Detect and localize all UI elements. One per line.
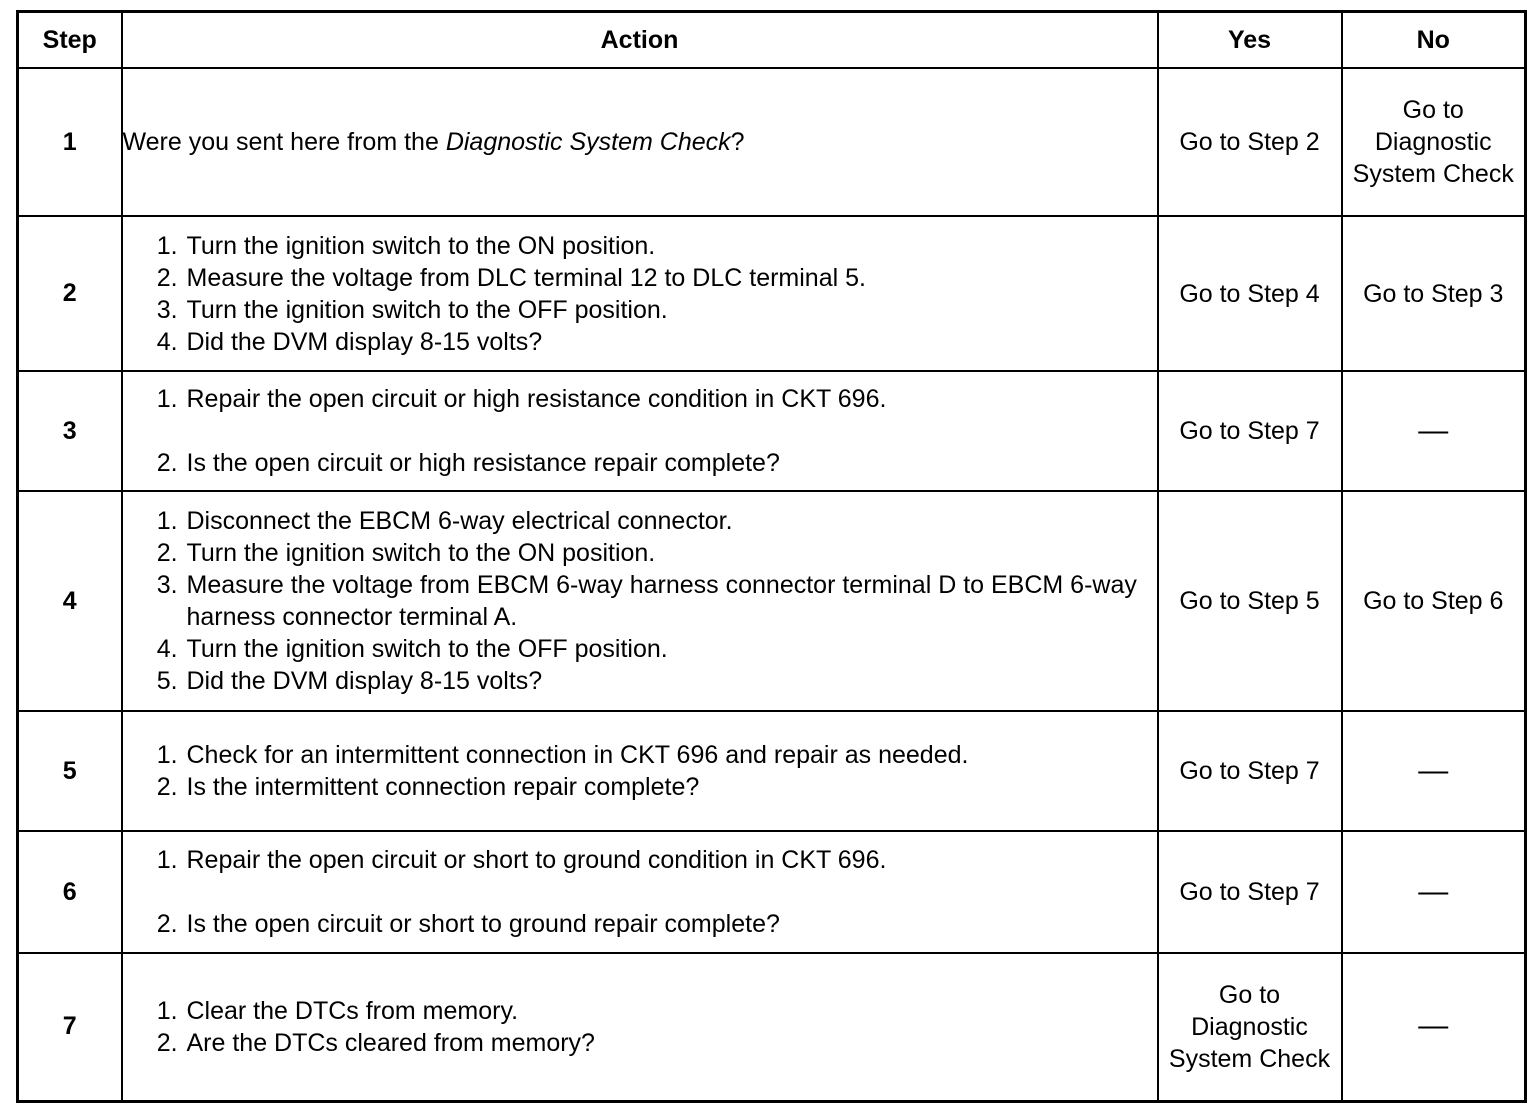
action-item: 2. Turn the ignition switch to the ON position. [185,537,1157,569]
yes-cell: Go to Step 4 [1158,216,1342,371]
step-number: 4 [18,491,122,711]
action-item: 2. Is the open circuit or short to ground repair complete? [185,908,1157,940]
action-cell [122,953,1158,1101]
action-item: 2. Is the open circuit or high resistance repair complete? [185,447,1157,479]
step-number: 2 [18,216,122,371]
dash-mark: — [1418,874,1449,908]
no-cell: Go to Diagnostic System Check [1342,68,1526,216]
table-row [18,371,1526,491]
no-cell [1342,953,1526,1101]
action-cell [122,711,1158,831]
no-cell: Go to Step 6 [1342,491,1526,711]
action-item: 1. Check for an intermittent connection in CKT 696 and repair as needed. [185,739,1157,771]
action-list [123,995,1157,1059]
header-step: Step [18,12,122,69]
yes-cell: Go to Step 5 [1158,491,1342,711]
yes-cell: Go to Step 7 [1158,831,1342,953]
action-text-suffix: ? [730,128,745,156]
action-list [123,505,1157,697]
action-item: 1. Clear the DTCs from memory. [185,995,1157,1027]
action-item: 2. Are the DTCs cleared from memory? [185,1027,1157,1059]
table-row [18,711,1526,831]
step-number: 5 [18,711,122,831]
no-cell: Go to Step 3 [1342,216,1526,371]
action-list [123,230,1157,358]
no-cell [1342,711,1526,831]
table-row [18,953,1526,1101]
step-number: 3 [18,371,122,491]
action-item: 1. Disconnect the EBCM 6-way electrical connector. [185,505,1157,537]
action-item: 2. Is the intermittent connection repair complete? [185,771,1157,803]
action-text-italic: Diagnostic System Check [445,128,731,156]
yes-cell: Go to Step 2 [1158,68,1342,216]
header-no: No [1342,12,1526,69]
yes-cell: Go to Step 7 [1158,711,1342,831]
step-number: 1 [18,68,122,216]
action-cell [122,831,1158,953]
header-yes: Yes [1158,12,1342,69]
action-cell [122,216,1158,371]
action-item: 3. Measure the voltage from EBCM 6-way harness connector terminal D to EBCM 6-way harness connector terminal A. [185,569,1157,633]
action-item: 2. Measure the voltage from DLC terminal 12 to DLC terminal 5. [185,262,1157,294]
dash-mark: — [1418,753,1449,787]
action-cell [122,491,1158,711]
table-row [18,491,1526,711]
dash-mark: — [1418,413,1449,447]
action-item: 1. Turn the ignition switch to the ON position. [185,230,1157,262]
action-text [123,128,745,156]
table-row [18,831,1526,953]
action-list [123,383,1157,479]
action-item: 5. Did the DVM display 8-15 volts? [185,665,1157,697]
action-item: 4. Turn the ignition switch to the OFF position. [185,633,1157,665]
action-text-prefix: Were you sent here from the [122,128,446,156]
action-item: 1. Repair the open circuit or short to ground condition in CKT 696. [185,844,1157,876]
step-number: 6 [18,831,122,953]
no-cell [1342,371,1526,491]
action-list [123,739,1157,803]
header-row [18,12,1526,69]
table-row [18,68,1526,216]
dash-mark: — [1418,1009,1449,1043]
table-row [18,216,1526,371]
diagnostic-table [16,10,1527,1103]
action-item: 3. Turn the ignition switch to the OFF position. [185,294,1157,326]
action-item: 1. Repair the open circuit or high resistance condition in CKT 696. [185,383,1157,415]
header-action: Action [122,12,1158,69]
yes-cell: Go to Step 7 [1158,371,1342,491]
step-number: 7 [18,953,122,1101]
action-cell [122,371,1158,491]
action-item: 4. Did the DVM display 8-15 volts? [185,326,1157,358]
yes-cell: Go to Diagnostic System Check [1158,953,1342,1101]
action-cell [122,68,1158,216]
action-list [123,844,1157,940]
no-cell [1342,831,1526,953]
